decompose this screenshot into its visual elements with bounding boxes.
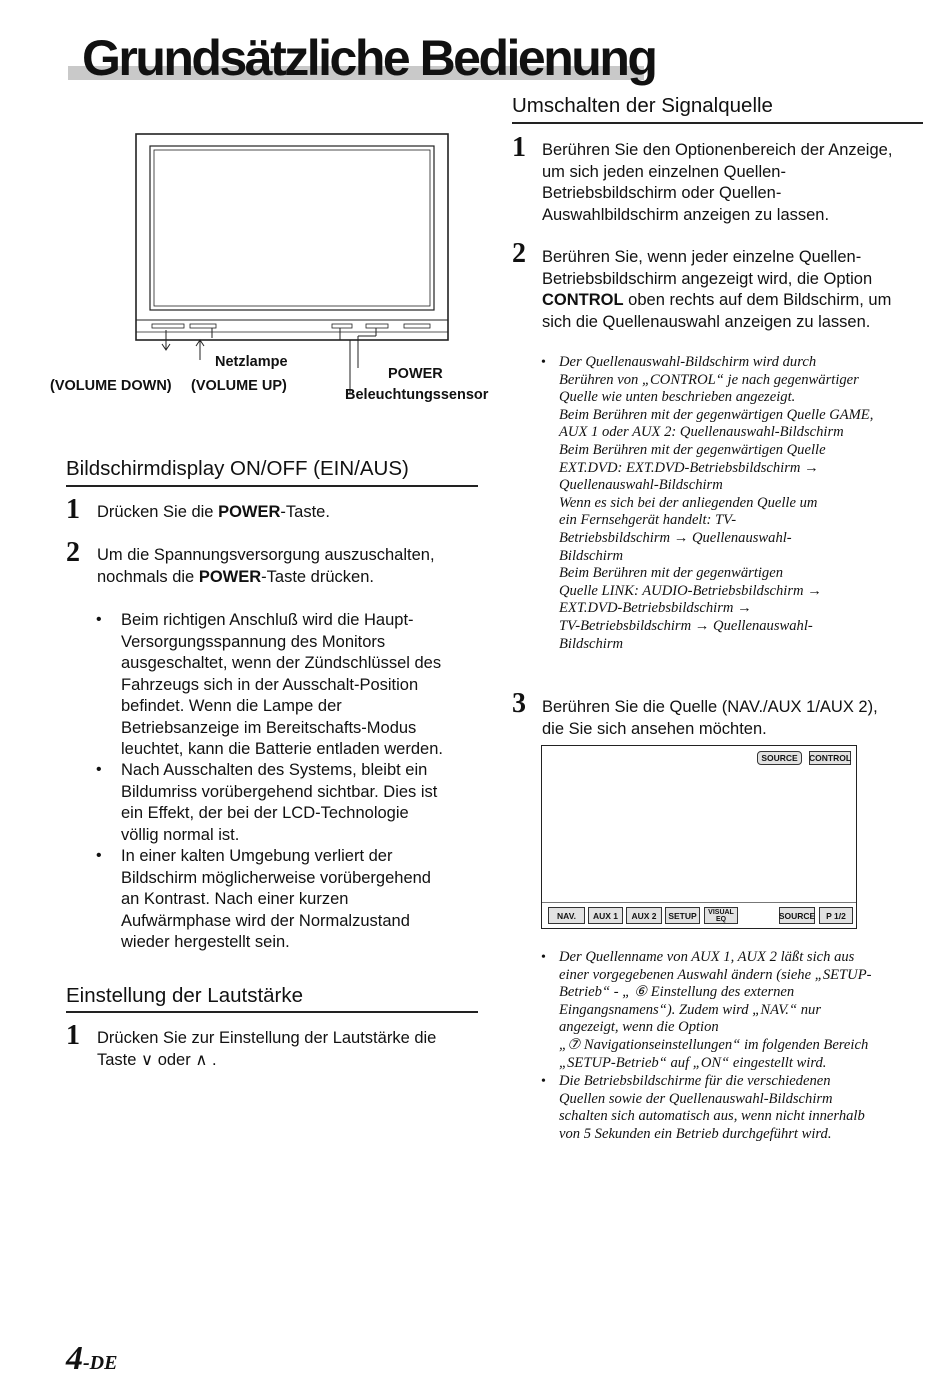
aux-name-note [559, 949, 872, 1072]
source-step2-text [542, 247, 891, 333]
note-line: von 5 Sekunden ein Betrieb durchgeführt wird. [559, 1125, 832, 1142]
step-line: um sich jeden einzelnen Quellen- [542, 162, 786, 181]
bullet-line: Nach Ausschalten des Systems, bleibt ein [121, 761, 428, 779]
label-sensor: Beleuchtungssensor [345, 387, 489, 403]
heading-volume: Einstellung der Lautstärke [66, 984, 304, 1007]
step-line: die Sie sich ansehen möchten. [542, 719, 767, 738]
step-line: Berühren Sie die Quelle (NAV./AUX 1/AUX 2), [542, 698, 878, 716]
note-line: Quellen sowie der Quellenauswahl-Bildschirm [559, 1090, 833, 1107]
visual-eq-button[interactable]: VISUAL EQ [704, 907, 738, 924]
page-button[interactable]: P 1/2 [819, 907, 853, 924]
aux2-button[interactable]: AUX 2 [626, 907, 662, 924]
heading-rule [66, 1011, 478, 1013]
display-step2-text: nochmals die POWER-Taste drücken. [97, 568, 374, 586]
page-number: 4-DE [66, 1340, 118, 1377]
source-button[interactable]: SOURCE [757, 751, 802, 765]
note-line: TV-Betriebsbildschirm → Quellenauswahl- [559, 617, 813, 634]
volume-step1-line2: Taste ∨ oder ∧ . [97, 1051, 217, 1069]
note-line: Beim Berühren mit der gegenwärtigen Quelle GAME, [559, 406, 874, 423]
note-line: Quelle wie unten beschrieben angezeigt. [559, 389, 796, 406]
nav-button[interactable]: NAV. [548, 907, 585, 924]
bullet-line: ein Effekt, der bei der LCD-Technologie [121, 804, 409, 822]
display-step2-line: Um die Spannungsversorgung auszuschalten, [97, 546, 435, 564]
note-line: AUX 1 oder AUX 2: Quellenauswahl-Bildschirm [559, 424, 844, 441]
heading-rule [512, 122, 923, 124]
step-line: sich die Quellenauswahl anzeigen zu lassen. [542, 312, 871, 331]
volume-up-icon: ∧ [195, 1051, 208, 1069]
bullet-line: an Kontrast. Nach einer kurzen [121, 890, 349, 908]
bullet-line: ausgeschaltet, wenn der Zündschlüssel des [121, 654, 442, 672]
source-bottom-button[interactable]: SOURCE [779, 907, 815, 924]
note-line: Der Quellenauswahl-Bildschirm wird durch [559, 354, 817, 370]
note-line: Der Quellenname von AUX 1, AUX 2 läßt sich aus [559, 949, 855, 965]
page-title: Grundsätzliche Bedienung [82, 30, 656, 86]
label-netzlampe: Netzlampe [215, 354, 288, 370]
label-volume-up: (VOLUME UP) [191, 378, 287, 394]
bullet-line: Betriebsanzeige im Bereitschafts-Modus [121, 718, 417, 737]
note-line: Betriebsbildschirm → Quellenauswahl- [559, 529, 792, 546]
bullet-line: völlig normal ist. [121, 825, 240, 844]
volume-up-key [190, 324, 216, 328]
step-number: 2 [66, 537, 80, 568]
step-line: Auswahlbildschirm anzeigen zu lassen. [542, 205, 830, 224]
note-line: Betrieb“ - „ ⑥ Einstellung des externen [559, 984, 795, 1001]
note-line: schalten sich automatisch aus, wenn nicht innerhalb [559, 1108, 865, 1125]
bullet-line: leuchtet, kann die Batterie entladen werden. [121, 740, 443, 758]
bullet-line: Bildumriss vorübergehend sichtbar. Dies ist [121, 782, 438, 801]
step-line: CONTROL oben rechts auf dem Bildschirm, um [542, 291, 892, 309]
note-line: Quellenauswahl-Bildschirm [559, 477, 723, 494]
step-number: 2 [512, 238, 526, 269]
note-line: Quelle LINK: AUDIO-Betriebsbildschirm → [559, 582, 822, 599]
heading-display-onoff: Bildschirmdisplay ON/OFF (EIN/AUS) [66, 457, 409, 480]
note-line: EXT.DVD: EXT.DVD-Betriebsbildschirm → [559, 459, 819, 476]
source-step1-text [542, 140, 892, 226]
sensor-window [332, 324, 352, 328]
monitor-screen [154, 150, 430, 306]
bullet-line: Bildschirm möglicherweise vorübergehend [121, 868, 431, 887]
power-key [366, 324, 388, 328]
step-line: Berühren Sie den Optionenbereich der Anzeige, [542, 141, 893, 159]
step-line: Betriebsbildschirm angezeigt wird, die Option [542, 269, 873, 288]
note-line: Beim Berühren mit der gegenwärtigen Quelle [559, 441, 826, 458]
step-line: Betriebsbildschirm oder Quellen- [542, 184, 782, 202]
note-line: Berühren von „CONTROL“ je nach gegenwärtiger [559, 371, 859, 388]
note-line: Die Betriebsbildschirme für die verschiedenen [559, 1073, 831, 1089]
note-line: Bildschirm [559, 547, 624, 564]
note-line: EXT.DVD-Betriebsbildschirm → [559, 600, 752, 617]
volume-down-key [152, 324, 184, 328]
control-note [559, 354, 873, 653]
note-line: einer vorgegebenen Auswahl ändern (siehe „SETUP- [559, 966, 872, 983]
step-number: 3 [512, 688, 526, 719]
note-line: ein Fernsehgerät handelt: TV- [559, 512, 737, 529]
note-line: „SETUP-Betrieb“ auf „ON“ eingestellt wird. [559, 1054, 827, 1071]
note-line: angezeigt, wenn die Option [559, 1019, 719, 1036]
note-line: Bildschirm [559, 635, 624, 652]
note-line: „⑦ Navigationseinstellungen“ im folgenden Bereich [559, 1036, 869, 1053]
bullet-line: Versorgungsspannung des Monitors [121, 632, 386, 651]
step-number: 1 [512, 132, 526, 163]
control-button[interactable]: CONTROL [808, 753, 852, 763]
bullet-line: Fahrzeugs sich in der Ausschalt-Position [121, 675, 419, 694]
note-line: Wenn es sich bei der anliegenden Quelle um [559, 494, 818, 511]
bullet-line: befindet. Wenn die Lampe der [121, 697, 342, 715]
volume-down-icon: ∨ [141, 1051, 154, 1069]
bullet-line: In einer kalten Umgebung verliert der [121, 847, 393, 865]
note-line: Eingangsnamens“). Zudem wird „NAV.“ nur [559, 1001, 821, 1018]
label-power: POWER [388, 366, 443, 382]
bullet-line: Beim richtigen Anschluß wird die Haupt- [121, 611, 414, 629]
label-volume-down: (VOLUME DOWN) [50, 378, 172, 394]
bullet-line: Aufwärmphase wird der Normalzustand [121, 911, 410, 930]
aux1-button[interactable]: AUX 1 [588, 907, 623, 924]
heading-source: Umschalten der Signalquelle [512, 94, 773, 117]
source-select-screen [541, 745, 857, 929]
volume-step1-line: Drücken Sie zur Einstellung der Lautstärke die [97, 1029, 437, 1047]
display-step1-text: Drücken Sie die POWER-Taste. [97, 503, 330, 521]
step-line: Berühren Sie, wenn jeder einzelne Quellen- [542, 248, 862, 266]
bullet-line: wieder hergestellt sein. [121, 933, 290, 951]
auto-off-note [559, 1073, 865, 1143]
step-number: 1 [66, 1020, 80, 1051]
note-line: Beim Berühren mit der gegenwärtigen [559, 565, 783, 582]
source-step3-text [542, 697, 878, 740]
step-number: 1 [66, 494, 80, 525]
heading-rule [66, 485, 478, 487]
setup-button[interactable]: SETUP [665, 907, 700, 924]
